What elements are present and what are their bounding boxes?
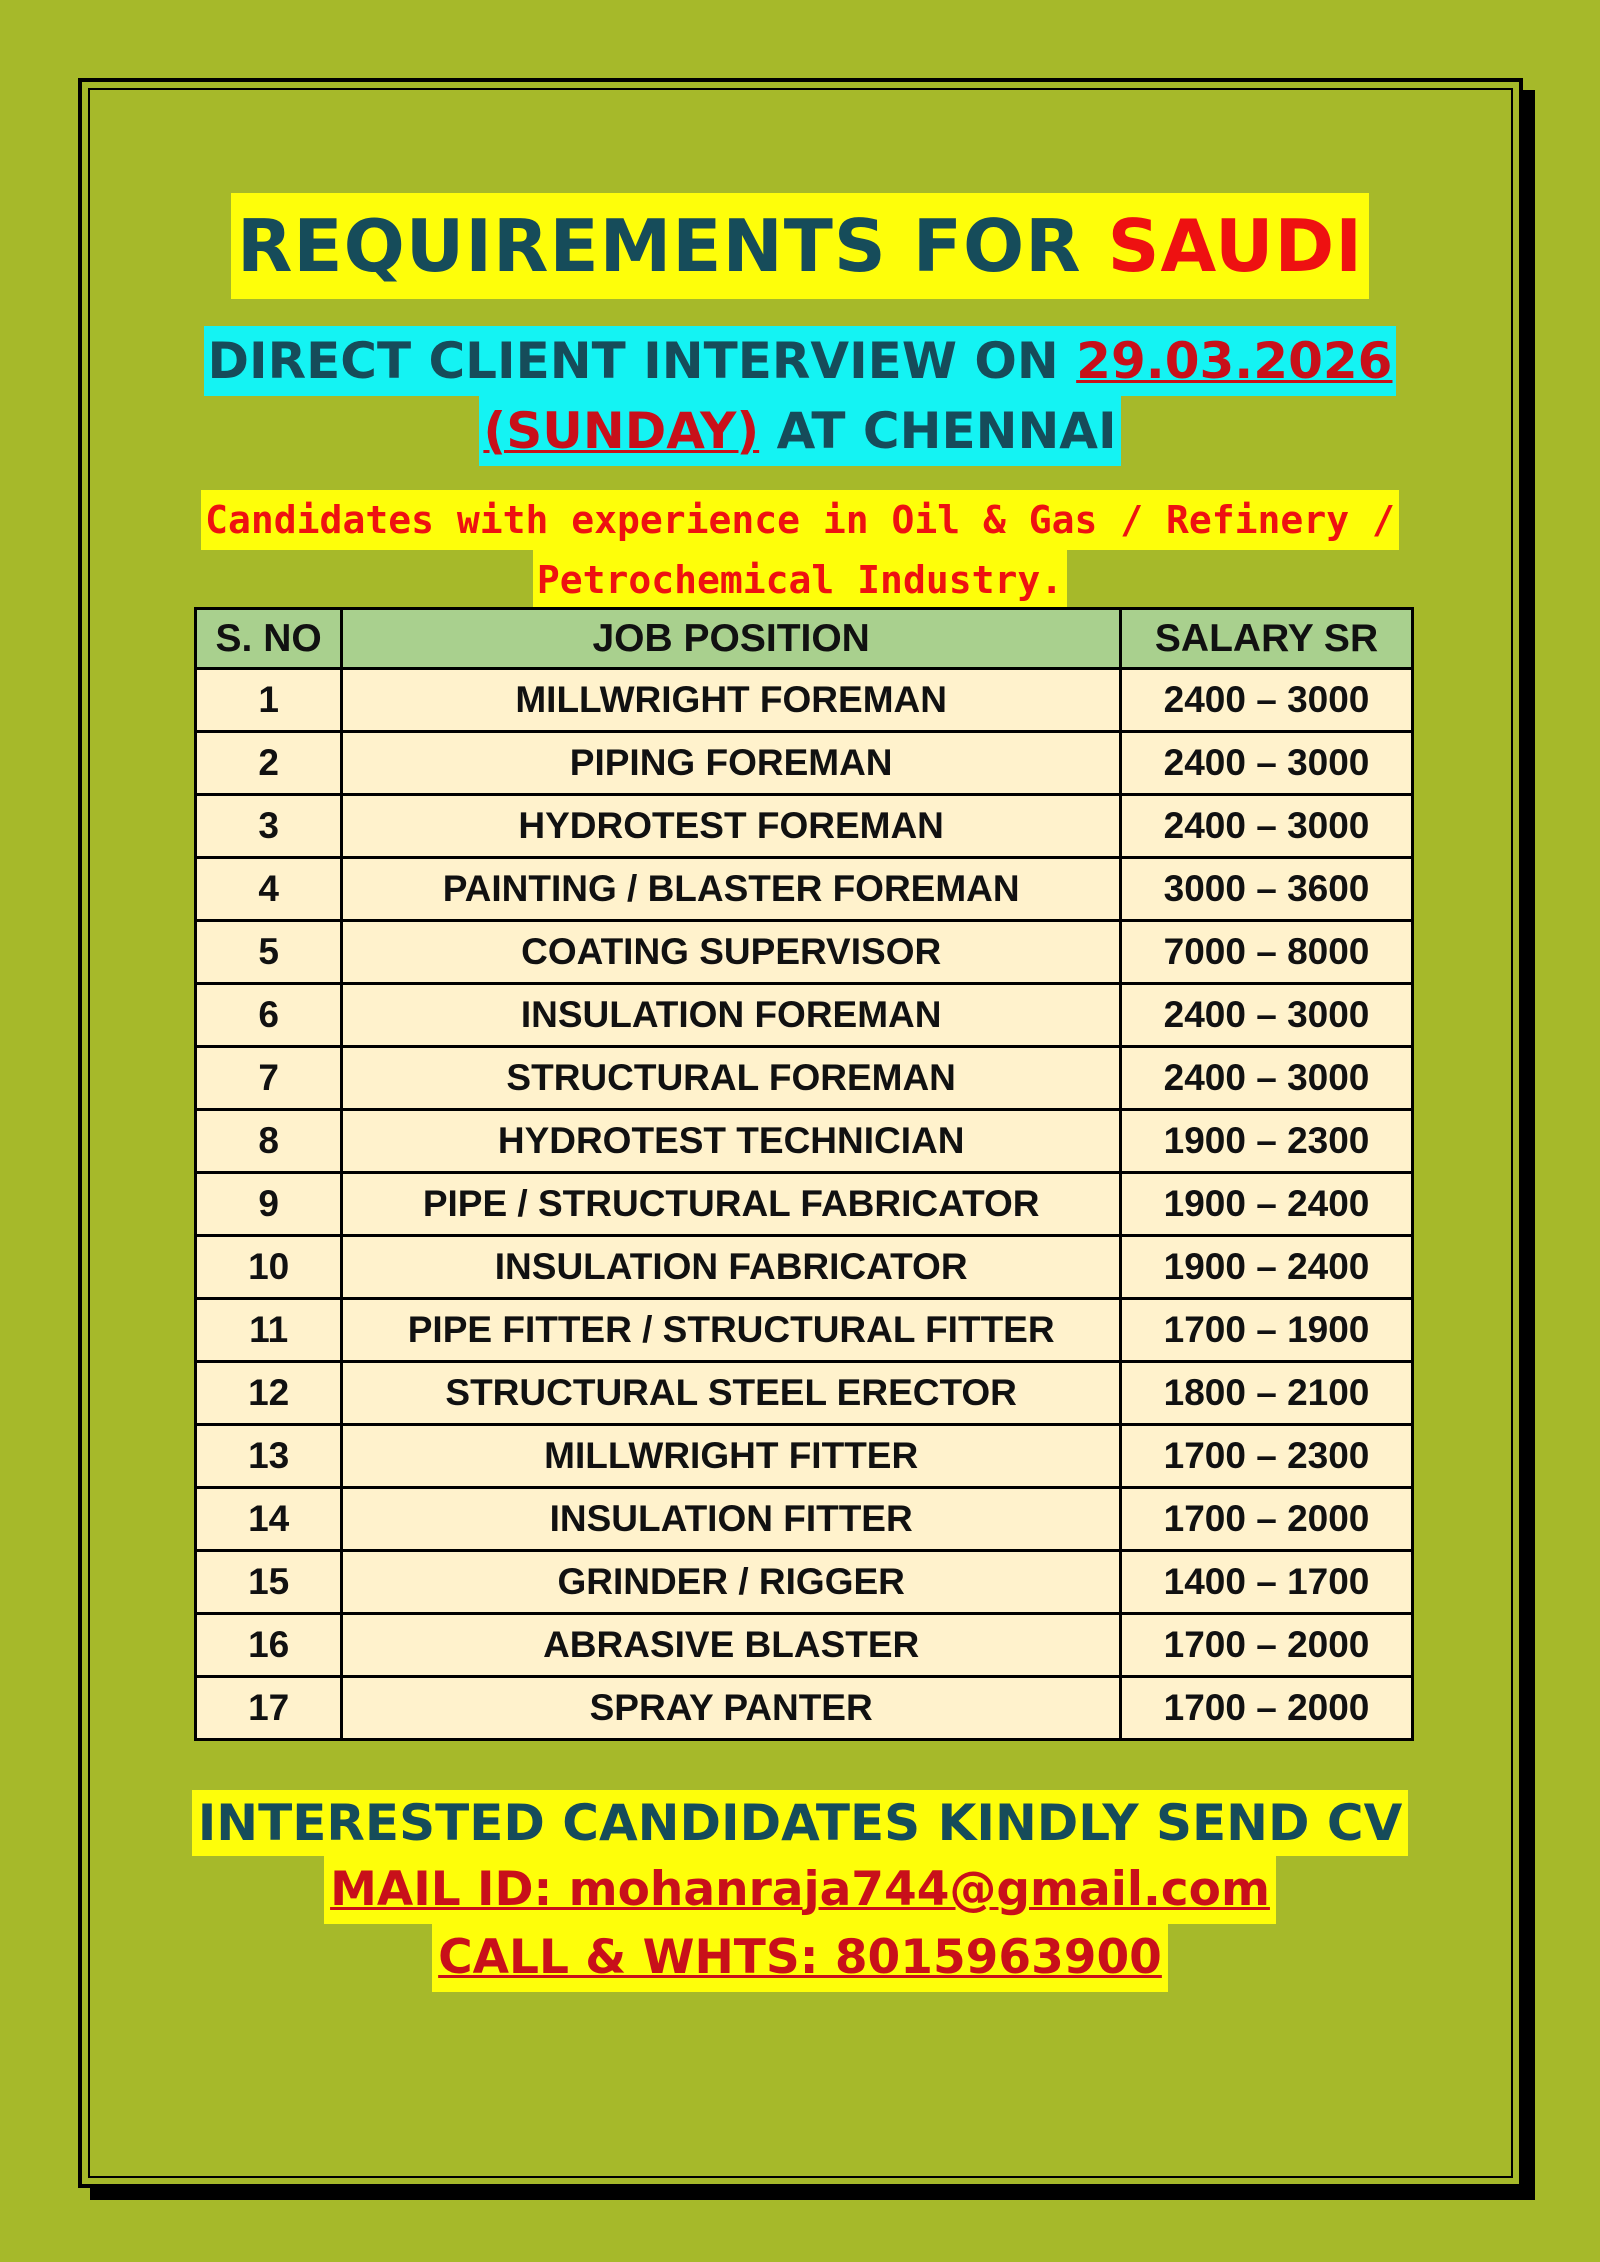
title-block bbox=[0, 193, 1600, 299]
table-row bbox=[196, 1677, 1413, 1740]
cell-salary: 3000 – 3600 bbox=[1121, 858, 1413, 921]
cell-position: PIPE FITTER / STRUCTURAL FITTER bbox=[342, 1299, 1121, 1362]
cell-sno: 4 bbox=[196, 858, 342, 921]
jobs-table-body bbox=[196, 669, 1413, 1740]
table-row bbox=[196, 858, 1413, 921]
cell-sno: 5 bbox=[196, 921, 342, 984]
cell-position: PIPING FOREMAN bbox=[342, 732, 1121, 795]
cell-position: INSULATION FITTER bbox=[342, 1488, 1121, 1551]
table-row bbox=[196, 1488, 1413, 1551]
cell-position: STRUCTURAL STEEL ERECTOR bbox=[342, 1362, 1121, 1425]
cell-salary: 2400 – 3000 bbox=[1121, 984, 1413, 1047]
table-row bbox=[196, 732, 1413, 795]
cell-sno: 10 bbox=[196, 1236, 342, 1299]
cell-position: HYDROTEST TECHNICIAN bbox=[342, 1110, 1121, 1173]
cell-salary: 1700 – 2000 bbox=[1121, 1614, 1413, 1677]
table-row bbox=[196, 1110, 1413, 1173]
cell-position: COATING SUPERVISOR bbox=[342, 921, 1121, 984]
cell-position: HYDROTEST FOREMAN bbox=[342, 795, 1121, 858]
cell-position: STRUCTURAL FOREMAN bbox=[342, 1047, 1121, 1110]
interview-line-1 bbox=[204, 326, 1397, 396]
interview-location: AT CHENNAI bbox=[759, 402, 1117, 460]
table-row bbox=[196, 1425, 1413, 1488]
cell-position: PAINTING / BLASTER FOREMAN bbox=[342, 858, 1121, 921]
cell-salary: 1900 – 2300 bbox=[1121, 1110, 1413, 1173]
cell-salary: 1700 – 1900 bbox=[1121, 1299, 1413, 1362]
interview-date: 29.03.2026 bbox=[1076, 332, 1393, 390]
table-row bbox=[196, 669, 1413, 732]
table-row bbox=[196, 1551, 1413, 1614]
cell-salary: 2400 – 3000 bbox=[1121, 1047, 1413, 1110]
cell-sno: 9 bbox=[196, 1173, 342, 1236]
cell-sno: 16 bbox=[196, 1614, 342, 1677]
cell-salary: 1700 – 2000 bbox=[1121, 1488, 1413, 1551]
cell-sno: 8 bbox=[196, 1110, 342, 1173]
cell-sno: 7 bbox=[196, 1047, 342, 1110]
table-header-row bbox=[196, 609, 1413, 669]
cell-salary: 2400 – 3000 bbox=[1121, 795, 1413, 858]
cell-position: INSULATION FABRICATOR bbox=[342, 1236, 1121, 1299]
cell-salary: 1900 – 2400 bbox=[1121, 1173, 1413, 1236]
cell-position: MILLWRIGHT FITTER bbox=[342, 1425, 1121, 1488]
page-title bbox=[231, 193, 1369, 299]
cell-salary: 7000 – 8000 bbox=[1121, 921, 1413, 984]
title-part-requirements: REQUIREMENTS FOR bbox=[236, 204, 1108, 288]
cell-sno: 11 bbox=[196, 1299, 342, 1362]
mail-id-link[interactable]: MAIL ID: mohanraja744@gmail.com bbox=[324, 1856, 1276, 1924]
cell-salary: 1700 – 2000 bbox=[1121, 1677, 1413, 1740]
cell-salary: 1800 – 2100 bbox=[1121, 1362, 1413, 1425]
header-sno: S. NO bbox=[196, 609, 342, 669]
table-row bbox=[196, 1362, 1413, 1425]
footer-block bbox=[0, 1790, 1600, 1992]
cell-sno: 1 bbox=[196, 669, 342, 732]
cell-sno: 6 bbox=[196, 984, 342, 1047]
cell-salary: 1700 – 2300 bbox=[1121, 1425, 1413, 1488]
table-row bbox=[196, 1236, 1413, 1299]
call-number-text: CALL & WHTS: 8015963900 bbox=[432, 1924, 1168, 1992]
cell-sno: 12 bbox=[196, 1362, 342, 1425]
cell-salary: 2400 – 3000 bbox=[1121, 732, 1413, 795]
interview-day: (SUNDAY) bbox=[483, 402, 760, 460]
header-salary: SALARY SR bbox=[1121, 609, 1413, 669]
interview-prefix: DIRECT CLIENT INTERVIEW ON bbox=[207, 332, 1077, 390]
cell-salary: 2400 – 3000 bbox=[1121, 669, 1413, 732]
table-row bbox=[196, 1299, 1413, 1362]
cell-sno: 2 bbox=[196, 732, 342, 795]
experience-line-1: Candidates with experience in Oil & Gas / Refinery / bbox=[201, 490, 1399, 550]
interview-block bbox=[0, 326, 1600, 466]
cell-position: GRINDER / RIGGER bbox=[342, 1551, 1121, 1614]
experience-line-2: Petrochemical Industry. bbox=[533, 550, 1067, 610]
send-cv-text: INTERESTED CANDIDATES KINDLY SEND CV bbox=[192, 1790, 1409, 1856]
jobs-table bbox=[194, 607, 1414, 1741]
cell-position: PIPE / STRUCTURAL FABRICATOR bbox=[342, 1173, 1121, 1236]
cell-position: SPRAY PANTER bbox=[342, 1677, 1121, 1740]
cell-position: INSULATION FOREMAN bbox=[342, 984, 1121, 1047]
cell-sno: 13 bbox=[196, 1425, 342, 1488]
table-row bbox=[196, 1047, 1413, 1110]
header-position: JOB POSITION bbox=[342, 609, 1121, 669]
table-row bbox=[196, 1614, 1413, 1677]
cell-sno: 15 bbox=[196, 1551, 342, 1614]
table-row bbox=[196, 795, 1413, 858]
cell-sno: 14 bbox=[196, 1488, 342, 1551]
interview-line-2 bbox=[479, 396, 1120, 466]
table-row bbox=[196, 1173, 1413, 1236]
cell-sno: 3 bbox=[196, 795, 342, 858]
cell-position: MILLWRIGHT FOREMAN bbox=[342, 669, 1121, 732]
cell-salary: 1900 – 2400 bbox=[1121, 1236, 1413, 1299]
cell-position: ABRASIVE BLASTER bbox=[342, 1614, 1121, 1677]
table-row bbox=[196, 921, 1413, 984]
title-part-country: SAUDI bbox=[1107, 204, 1364, 288]
cell-salary: 1400 – 1700 bbox=[1121, 1551, 1413, 1614]
cell-sno: 17 bbox=[196, 1677, 342, 1740]
experience-block bbox=[0, 490, 1600, 610]
table-row bbox=[196, 984, 1413, 1047]
